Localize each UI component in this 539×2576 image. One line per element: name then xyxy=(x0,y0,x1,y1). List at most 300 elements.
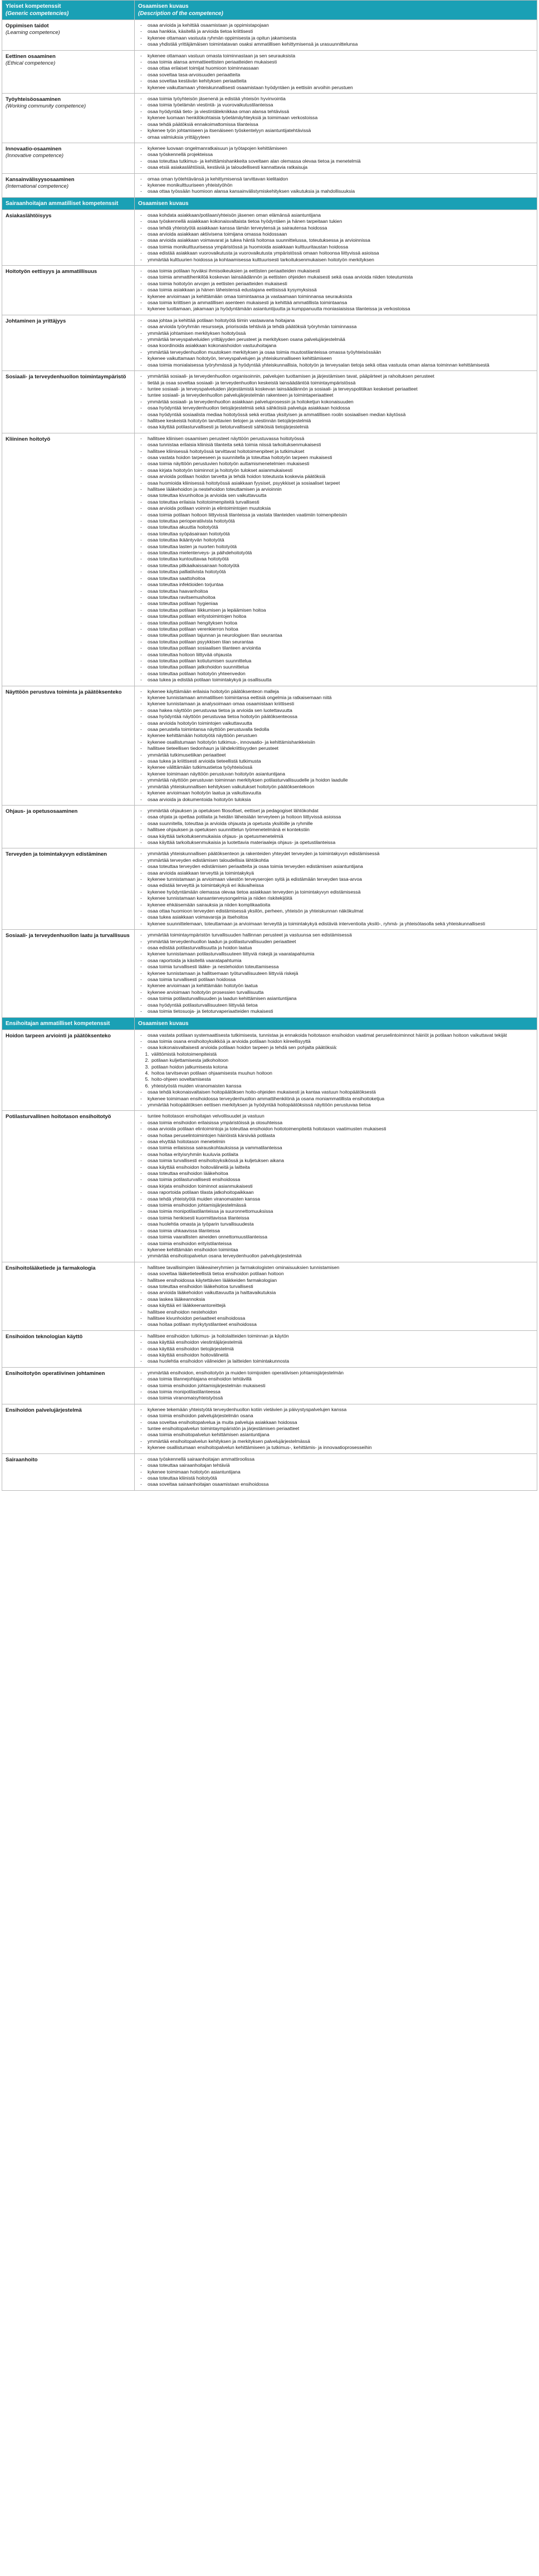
competence-row xyxy=(2,1404,537,1453)
competence-row xyxy=(2,209,537,265)
competence-item: - osaa työskennellä sairaanhoitajan ammattiroolissa xyxy=(138,1456,533,1462)
competence-item: - osaa toteuttaa kliinistä hoitotyötä xyxy=(138,1475,533,1481)
competence-item: - ymmärtää näyttöön perustuvan toiminnan merkityksen potilasturvallisuudelle ja hoidon laadulle xyxy=(138,777,533,783)
competence-item: - osaa toteuttaa ensihoidon lääkehoitoa turvallisesti xyxy=(138,1284,533,1290)
competence-item: - tuntee ensihoitopalvelun toimintaympäristön ja järjestämisen periaatteet xyxy=(138,1426,533,1432)
competence-description xyxy=(135,1367,537,1404)
competence-item: - osaa raportoida potilaan tilasta jatkohoitopaikkaan xyxy=(138,1189,533,1196)
competence-item-list xyxy=(138,22,533,48)
competence-item: - hallitsee tavallisimpien lääkeaineryhmien ja farmakologisten ominaisuuksien tunnistamisen xyxy=(138,1265,533,1271)
competence-item: - kykenee välittämään tutkimustietoa työyhteisössä xyxy=(138,764,533,770)
competence-item: - kykenee luovaan ongelmanratkaisuun ja työtapojen kehittämiseen xyxy=(138,145,533,152)
competence-item: - kykenee arvioimaan hoitotyön laatua ja vaikuttavuutta xyxy=(138,790,533,796)
competence-item: - osaa toteuttaa infektioiden torjuntaa xyxy=(138,582,533,588)
competence-item: - osaa toimia ammattihenkilöä koskevan lainsäädännön ja eettisten ohjeiden mukaisesti sekä osaa arvioida niiden toteutumista xyxy=(138,274,533,280)
competence-name-en: (International competence) xyxy=(6,183,69,189)
competence-row xyxy=(2,1262,537,1330)
competence-item: - kykenee toimimaan hoitotyön asiantuntijana xyxy=(138,1469,533,1475)
competence-item: - osaa toteuttaa saattohoitoa xyxy=(138,575,533,582)
competence-item: - osaa toimia ensihoidon palvelujärjestelmän osana xyxy=(138,1413,533,1419)
competence-item: - hallitsee ensihoidon tutkimus- ja hoitolaitteiden toiminnan ja käytön xyxy=(138,1333,533,1339)
competence-name xyxy=(2,50,135,93)
competence-description xyxy=(135,930,537,1017)
generic-header-title xyxy=(2,1,135,20)
competence-item: - osaa toimia monipotilastilanteissa ja suuronnettomuuksissa xyxy=(138,1208,533,1214)
competence-item: - osaa arvioida potilaan hoidon tarvetta ja tehdä hoidon toteutusta koskevia päätöksiä xyxy=(138,474,533,480)
competence-item: - osaa tukea asiakkaan voimavaroja ja itsehoitoa xyxy=(138,914,533,920)
competence-item: - osaa toimia työelämän viestintä- ja vuorovaikutustilanteissa xyxy=(138,102,533,108)
competence-description xyxy=(135,433,537,686)
competence-item: - osaa huomioida kliinisessä hoitotyössä asiakkaan fyysiset, psyykkiset ja sosiaaliset tarpeet xyxy=(138,480,533,486)
competence-description xyxy=(135,1111,537,1262)
competence-item: - osaa toimia ensihoidon erilaisissa ympäristöissä ja olosuhteissa xyxy=(138,1120,533,1126)
competence-item: - ymmärtää terveyden edistämisen taloudellisia lähtökohtia xyxy=(138,857,533,863)
competence-item: - osaa toimia osana ensihoitoyksikköä ja arvioida potilaan hoidon kiireellisyyttä xyxy=(138,1038,533,1045)
competence-item: - osaa laskea lääkeannoksia xyxy=(138,1296,533,1302)
competence-name-text: Sosiaali- ja terveydenhuollon laatu ja turvallisuus xyxy=(6,933,130,939)
competence-item: - osaa toimia asiakkaan ja hänen läheistensä edustajana eettisissä kysymyksissä xyxy=(138,287,533,293)
competence-item: - osaa elvyttää hoitotason menetelmin xyxy=(138,1139,533,1145)
competence-item: - osaa hyödyntää potilasturvallisuuteen liittyvää tietoa xyxy=(138,1002,533,1008)
competence-description xyxy=(135,20,537,51)
competence-item: - osaa toimia potilasturvallisesti ensihoidossa xyxy=(138,1177,533,1183)
competence-row xyxy=(2,143,537,173)
competence-item: - osaa hyödyntää sosiaalista mediaa hoitotyössä sekä erottaa yksityisen ja ammatillisen roolin sosiaalisen median käytössä xyxy=(138,412,533,418)
competence-item: - osaa toimia henkisesti kuormittavissa tilanteissa xyxy=(138,1215,533,1221)
competence-item: - osaa kohdata asiakkaan/potilaan/yhteisön jäsenen oman elämänsä asiantuntijana xyxy=(138,212,533,218)
competence-item: - osaa tunnistaa erilaisia kliinisiä tilanteita sekä toimia niissä tarkoituksenmukaisesti xyxy=(138,442,533,448)
competence-item: - osaa toimia uhkaavissa tilanteissa xyxy=(138,1228,533,1234)
competence-item: - omaa oman työtehtävänsä ja kehittymisensä tarvittavan kielitaidon xyxy=(138,176,533,182)
competence-name-text: Asiakaslähtöisyys xyxy=(6,212,52,219)
competence-name-en: (Ethical competence) xyxy=(6,60,56,66)
competence-item: - hallitsee ensihoidossa käytettävien lääkkeiden farmakologian xyxy=(138,1277,533,1284)
competence-item: - osaa toimia erilaisissa sairauskohtauksissa ja vammatilanteissa xyxy=(138,1145,533,1151)
competence-item: - osaa arvioida potilaan voinnin ja elintoimintojen muutoksia xyxy=(138,505,533,511)
competence-subitem: 3. potilaan hoidon jatkumisesta kotona xyxy=(150,1064,533,1070)
competence-item: - osaa käyttää ensihoidon hoitovälineitä xyxy=(138,1352,533,1358)
competence-name-text: Hoidon tarpeen arviointi ja päätöksenteko xyxy=(6,1032,111,1039)
competence-item: - osaa toteuttaa perioperatiivista hoitotyötä xyxy=(138,518,533,524)
competence-item: - osaa etsiä asiakaslähtöisiä, kestäviä ja taloudellisesti kannattavia ratkaisuja xyxy=(138,164,533,170)
competence-row xyxy=(2,1111,537,1262)
competence-item: - osaa koordinoida asiakkaan kokonaishoidon vastuuhoitajana xyxy=(138,343,533,349)
competence-item: - hallitsee kliinisen osaamisen perusteet näyttöön perustuvassa hoitotyössä xyxy=(138,436,533,442)
competence-name-text: Ensihoitotyön operatiivinen johtaminen xyxy=(6,1370,105,1377)
competence-name xyxy=(2,848,135,930)
competence-item: - osaa johtaa ja kehittää potilaan hoitotyötä tiimin vastaavana hoitajana xyxy=(138,318,533,324)
competence-row xyxy=(2,371,537,433)
competence-item-list xyxy=(138,436,533,684)
competence-item: - osaa hoitaa peruselintoimintojen häiriöistä kärsivää potilasta xyxy=(138,1133,533,1139)
competence-description xyxy=(135,315,537,370)
competence-name xyxy=(2,209,135,265)
generic-header-row xyxy=(2,1,537,20)
competence-item: - osaa soveltaa kestävän kehityksen periaatteita xyxy=(138,78,533,84)
competence-name-text: Kliininen hoitotyö xyxy=(6,436,51,442)
competence-item: - kykenee kehittämään ensihoidon toimintaa xyxy=(138,1247,533,1253)
competence-item: - hallitsee kliinisessä hoitotyössä tarvittavat hoitotoimenpiteet ja tutkimukset xyxy=(138,448,533,455)
competence-name xyxy=(2,20,135,51)
competence-row xyxy=(2,848,537,930)
competence-item-list xyxy=(138,318,533,368)
competence-item: - osaa toimia tietosuoja- ja tietoturvaperiaatteiden mukaisesti xyxy=(138,1008,533,1014)
competence-row xyxy=(2,930,537,1017)
competence-item: - osaa toteuttaa syöpäsairaan hoitotyötä xyxy=(138,531,533,537)
competence-item-list xyxy=(138,1032,533,1051)
competence-item: - osaa raportoida ja käsitellä vaaratapahtumia xyxy=(138,958,533,964)
competence-item: - ymmärtää sosiaali- ja terveydenhuollon asiakkaan palveluprosessin ja hoitoketjun kokonaisuuden xyxy=(138,399,533,405)
competence-item: - osaa työskennellä asiakkaan kokonaisvaltaista tietoa hyödyntäen ja hänen tarpeitaan tukien xyxy=(138,218,533,225)
competence-name-text: Hoitotyön eettisyys ja ammatillisuus xyxy=(6,269,97,275)
competence-item: - kykenee tekemään yhteistyötä terveydenhuollon kotiin vietävien ja päivystyspalvelujen kanssa xyxy=(138,1407,533,1413)
competence-item: - kykenee kehittämään hoitotyötä näyttöön perustuen xyxy=(138,733,533,739)
competence-item: - osaa toteuttaa potilaan liikkumisen ja lepäämisen hoitoa xyxy=(138,607,533,613)
competence-row xyxy=(2,433,537,686)
competence-item: - tuntee hoitotason ensihoitajan velvollisuudet ja vastuun xyxy=(138,1113,533,1119)
competence-item: - osaa toteuttaa hoitoon liittyvää ohjausta xyxy=(138,652,533,658)
competence-item: - kykenee arvioimaan hoitotyön prosessien turvallisuutta xyxy=(138,989,533,996)
competence-item: - kykenee työn johtamiseen ja itsenäiseen työskentelyyn asiantuntijatehtävissä xyxy=(138,128,533,134)
competence-item: - osaa toteuttaa potilaan hengityksen hoitoa xyxy=(138,620,533,626)
competence-item: - osaa toteuttaa potilaan jatkohoidon suunnittelua xyxy=(138,664,533,670)
nursing-header-title xyxy=(2,197,135,209)
competence-item: - osaa toteuttaa kuntouttavaa hoitotyötä xyxy=(138,556,533,562)
competence-row xyxy=(2,1330,537,1367)
competence-item: - osaa huolehtia ensihoidon välineiden ja laitteiden toimintakunnosta xyxy=(138,1358,533,1364)
competence-name xyxy=(2,94,135,143)
competence-item: - osaa toimia alansa ammattieettisten periaatteiden mukaisesti xyxy=(138,59,533,65)
competence-item: - osaa ottaa huomioon terveyden edistämisessä yksilön, perheen, yhteisön ja yhteiskunnan näkökulmat xyxy=(138,908,533,914)
competence-item: - osaa toimia hoitotyön arvojen ja eettisten periaatteiden mukaisesti xyxy=(138,281,533,287)
competence-item: - osaa toimia ensihoidon johtamisjärjestelmässä xyxy=(138,1202,533,1208)
competence-item: - osaa toteuttaa potilaan psyykkisen tilan seurantaa xyxy=(138,639,533,645)
competence-name xyxy=(2,433,135,686)
competence-item: - kykenee tunnistamaan kansanterveysongelmia ja niiden riskitekijöitä xyxy=(138,895,533,901)
competence-item: - osaa toimia potilaan hoitoon liittyvissä tilanteissa ja vastata tilanteiden vaatimiin toimenpiteisiin xyxy=(138,512,533,518)
competence-item: - ymmärtää johtamisen merkityksen hoitotyössä xyxy=(138,330,533,336)
competence-description xyxy=(135,209,537,265)
competence-item: - osaa toteuttaa pitkäaikaissairaan hoitotyötä xyxy=(138,563,533,569)
competence-item: - osaa toimia monikulttuurisessa ympäristössä ja huomioida asiakkaan kulttuuritaustan hoidossa xyxy=(138,244,533,250)
competence-item: - osaa soveltaa ensihoitopalvelua ja muita palveluja asiakkaan hoidossa xyxy=(138,1419,533,1426)
competence-description xyxy=(135,1404,537,1453)
competence-item: - osaa toteuttaa potilaan eritystoimintojen hoitoa xyxy=(138,613,533,619)
competence-item-list xyxy=(138,932,533,1014)
competence-item: - osaa käyttää ensihoidon hoitovälineitä ja laitteita xyxy=(138,1164,533,1170)
competence-item: - osaa arvioida asiakkaan terveyttä ja toimintakykyä xyxy=(138,870,533,876)
competence-row xyxy=(2,94,537,143)
competence-item: - hallitsee tieteellisen tiedonhaun ja lähdekriittisyyden perusteet xyxy=(138,745,533,752)
competence-item: - osaa toimia potilasturvallisuuden ja laadun kehittämisen asiantuntijana xyxy=(138,996,533,1002)
competence-item: - osaa tehdä kokonaisvaltaisen hoitopäätöksen hoito-ohjeiden mukaisesti ja kantaa vastuun hoitopäätöksestä xyxy=(138,1089,533,1095)
competence-item: - ymmärtää ensihoitopalvelun kehityksen ja merkityksen palvelujärjestelmässä xyxy=(138,1438,533,1445)
competence-description xyxy=(135,143,537,173)
competence-item: - kykenee tunnistamaan ja arvioimaan väestön terveyserojen syitä ja edistämään terveyden tasa-arvoa xyxy=(138,876,533,882)
competence-item: - omaa valmiuksia yrittäjyyteen xyxy=(138,134,533,140)
competence-item: - kykenee arvioimaan ja kehittämään hoitotyön laatua xyxy=(138,983,533,989)
competence-subitem: 4. hoitoa tarvitsevan potilaan ohjaamisesta muuhun hoitoon xyxy=(150,1070,533,1076)
competence-item: - kykenee tunnistamaan potilasturvallisuuteen liittyviä riskejä ja vaaratapahtumia xyxy=(138,951,533,957)
competence-item: - osaa toteuttaa tutkimus- ja kehittämishankkeita soveltaen alan olemassa olevaa tietoa ja menetelmiä xyxy=(138,158,533,164)
competence-description xyxy=(135,1030,537,1111)
competence-item: - osaa vastata hoidon tarpeeseen ja suunnitella ja toteuttaa hoitotyön tarpeen mukaisesti xyxy=(138,455,533,461)
competence-name xyxy=(2,143,135,173)
competence-item-list xyxy=(138,1265,533,1328)
competence-table xyxy=(2,0,537,1491)
competence-item: - kykenee toimimaan näyttöön perustuvan hoitotyön asiantuntijana xyxy=(138,771,533,777)
competence-item: - tuntee sosiaali- ja terveydenhuollon palvelujärjestelmän rakenteen ja toimintaperiaatteet xyxy=(138,392,533,398)
competence-item-list xyxy=(138,176,533,195)
competence-name-text: Eettinen osaaminen xyxy=(6,53,56,60)
competence-item: - osaa ottaa erilaiset toimijat huomioon toiminnassaan xyxy=(138,65,533,71)
competence-item: - kykenee osallistumaan ensihoitopalvelun kehittämiseen ja tutkimus-, kehittämis- ja innovaatioprosesseihin xyxy=(138,1445,533,1451)
competence-item-list xyxy=(138,53,533,91)
competence-name-text: Sosiaali- ja terveydenhuollon toimintaympäristö xyxy=(6,374,126,380)
competence-item: - osaa toimia ensihoitopalvelun kehittämisen asiantuntijana xyxy=(138,1432,533,1438)
competence-row xyxy=(2,20,537,51)
competence-item-list xyxy=(138,1407,533,1451)
competence-name-text: Ensihoidon palvelujärjestelmä xyxy=(6,1407,82,1413)
competence-item: - hallitsee lääkehoidon ja nestehoidon toteuttamisen ja arvioinnin xyxy=(138,486,533,492)
competence-item: - ymmärtää ensihoitopalvelun osana terveydenhuollon palvelujärjestelmää xyxy=(138,1253,533,1259)
competence-item: - osaa toteuttaa potilaan sosiaalisen tilanteen arviointia xyxy=(138,645,533,651)
competence-item: - osaa toimia kriittisen ja ammatillisen asenteen mukaisesti ja kehittää ammatillista toimintaansa xyxy=(138,300,533,306)
competence-item: - osaa toimia vaarallisten aineiden onnettomuustilanteissa xyxy=(138,1234,533,1240)
competence-item: - osaa toimia viranomaisyhteistyössä xyxy=(138,1395,533,1401)
competence-item-list xyxy=(138,145,533,171)
competence-description xyxy=(135,173,537,197)
competence-item: - osaa toimia turvallisesti potilaan hoidossa xyxy=(138,977,533,983)
competence-item: - osaa edistää potilasturvallisuutta ja hoidon laatua xyxy=(138,945,533,951)
competence-item: - osaa käyttää tarkoituksenmukaisia ja luotettavia materiaaleja ohjaus- ja opetustilanteissa xyxy=(138,840,533,846)
competence-name-text: Ensihoidon teknologian käyttö xyxy=(6,1333,83,1340)
competence-item: - osaa huolehtia omasta ja työparin turvallisuudesta xyxy=(138,1221,533,1227)
competence-name-en: (Working community competence) xyxy=(6,103,86,110)
competence-item: - osaa arvioida potilaan elintoimintoja ja toteuttaa ensihoidon hoitotoimenpiteitä hoitotason vaatimusten mukaisesti xyxy=(138,1126,533,1132)
competence-item-list xyxy=(138,212,533,263)
competence-item: - osaa toteuttaa lasten ja nuorten hoitotyötä xyxy=(138,544,533,550)
competence-name-text: Terveyden ja toimintakyvyn edistäminen xyxy=(6,851,107,858)
competence-item: - osaa arvioida hoitotyön toimintojen vaikuttavuutta xyxy=(138,720,533,726)
competence-item: - tietää ja osaa soveltaa sosiaali- ja terveydenhuollon keskeistä lainsäädäntöä toimintaympäristössä xyxy=(138,380,533,386)
competence-item: - osaa suunnitella, toteuttaa ja arvioida ohjausta ja opetusta yksilöille ja ryhmille xyxy=(138,821,533,827)
competence-subitem-list xyxy=(138,1051,533,1089)
competence-name-text: Sairaanhoito xyxy=(6,1456,38,1463)
competence-name xyxy=(2,686,135,805)
competence-item-list xyxy=(138,1333,533,1365)
competence-description xyxy=(135,848,537,930)
competence-item: - osaa arvioida asiakkaan voimavarat ja tukea häntä hoitonsa suunnittelussa, toteutuksessa ja arvioinnissa xyxy=(138,237,533,243)
competence-item: - kykenee toimimaan ensihoidossa terveydenhuollon ammattihenkilönä ja osana moniammatillista ensihoitoketjua xyxy=(138,1096,533,1102)
competence-item: - kykenee vaikuttamaan yhteiskunnallisesti osaamistaan hyödyntäen ja eettisiin arvoihin perustuen xyxy=(138,85,533,91)
nursing-header-row xyxy=(2,197,537,209)
competence-row xyxy=(2,1367,537,1404)
competence-item: - osaa toteuttaa potilaan verenkierron hoitoa xyxy=(138,626,533,632)
competence-item: - kykenee ottamaan vastuun omasta toiminnastaan ja sen seurauksista xyxy=(138,53,533,59)
competence-item: - osaa toteuttaa ensihoidon lääkehoitoa xyxy=(138,1170,533,1177)
competence-item: - osaa toimia turvallisesti lääke- ja nestehoidon toteuttamisessa xyxy=(138,964,533,970)
competence-item: - hallitsee ensihoidon nestehoidon xyxy=(138,1309,533,1315)
competence-item-list xyxy=(138,1113,533,1259)
competence-item: - osaa hyödyntää näyttöön perustuvaa tietoa hoitotyön päätöksenteossa xyxy=(138,714,533,720)
competence-item: - tuntee sosiaali- ja terveyspalveluiden järjestämistä koskevan lainsäädännön ja sosiaali- ja terveyspolitiikan keskeiset periaatteet xyxy=(138,386,533,392)
competence-item: - osaa ohjata ja opettaa potilaita ja heidän läheisiään terveyteen ja hoitoon liittyvissä asioissa xyxy=(138,814,533,820)
competence-item: - osaa toteuttaa potilaan hoitotyön yhteenvedon xyxy=(138,671,533,677)
competence-description xyxy=(135,1330,537,1367)
competence-name xyxy=(2,930,135,1017)
competence-item: - kykenee osallistumaan hoitotyön tutkimus-, innovaatio- ja kehittämishankkeisiin xyxy=(138,739,533,745)
competence-item: - ymmärtää hoitopäätöksen eettisen merkityksen ja hyödyntää hoitopäätöksissä näyttöön perustuvaa tietoa xyxy=(138,1102,533,1108)
competence-item: - hallitsee ohjauksen ja opetuksen suunnittelun työmenetelmänä ei kontekstiin xyxy=(138,827,533,833)
competence-item: - kykenee suunnittelemaan, toteuttamaan ja arvioimaan terveyttä ja toimintakykyä edistäviä interventioita yksilö-, ryhmä- ja yhteisötasolla sekä yhteiskunnallisesti xyxy=(138,921,533,927)
competence-description xyxy=(135,371,537,433)
competence-item: - ymmärtää tutkimusetiikan periaatteet xyxy=(138,752,533,758)
competence-item: - ymmärtää terveydenhuollon laadun ja potilasturvallisuuden periaatteet xyxy=(138,939,533,945)
competence-item: - ymmärtää yhteiskunnallisen kehityksen vaikutukset hoitotyön päätöksentekoon xyxy=(138,784,533,790)
competence-item: - kykenee käyttämään erilaisia hoitotyön päätöksenteon malleja xyxy=(138,689,533,695)
competence-item: - osaa toimia turvallisesti ensihoitoyksikössä ja kuljetuksen aikana xyxy=(138,1158,533,1164)
competence-item-list xyxy=(138,851,533,927)
competence-item: - osaa soveltaa tasa-arvoisuuden periaatteita xyxy=(138,72,533,78)
header-desc-text: Osaamisen kuvaus xyxy=(138,200,189,207)
competence-name-text: Näyttöön perustuva toiminta ja päätöksenteko xyxy=(6,689,122,695)
competence-name xyxy=(2,1262,135,1330)
competence-item: - osaa toteuttaa mielenterveys- ja päihdehoitotyötä xyxy=(138,550,533,556)
competence-item: - osaa toteuttaa potilaan tajunnan ja neurologisen tilan seurantaa xyxy=(138,632,533,638)
competence-name xyxy=(2,1453,135,1490)
competence-item: - osaa yhdistää yrittäjämäisen toimintatavan osaksi ammatillisen kehittymisensä ja urasuunnittelunsa xyxy=(138,41,533,47)
header-title-en: (Generic competencies) xyxy=(6,11,69,17)
competence-item: - osaa toteuttaa akuuttia hoitotyötä xyxy=(138,524,533,530)
competence-item: - osaa toteuttaa kivunhoitoa ja arvioida sen vaikuttavuutta xyxy=(138,492,533,499)
competence-item: - kykenee tunnistamaan ja hallitsemaan työturvallisuuteen liittyviä riskejä xyxy=(138,970,533,977)
competence-item: - ymmärtää kulttuurien hoidossa ja kohtaamisessa kulttuurisesti tarkoituksenmukaisen hoitotyön merkityksen xyxy=(138,257,533,263)
competence-item: - osaa hoitaa erityisryhmiin kuuluvia potilaita xyxy=(138,1152,533,1158)
competence-item: - osaa toimia monipotilastilanteessa xyxy=(138,1389,533,1395)
competence-item: - ymmärtää terveyspalveluiden yrittäjyyden perusteet ja merkityksen osana palvelujärjestelmää xyxy=(138,336,533,343)
competence-item: - osaa tukea ja kriittisesti arvioida tieteellistä tutkimusta xyxy=(138,758,533,764)
competence-subitem: 2. potilaan kuljettamisesta jatkohoitoon xyxy=(150,1057,533,1063)
competence-item-list xyxy=(138,373,533,431)
header-desc-text: Osaamisen kuvaus xyxy=(138,1020,189,1027)
competence-row xyxy=(2,1453,537,1490)
competence-item: - osaa kokonaisvaltaisesti arvioida potilaan hoidon tarpeen ja tehdä sen pohjalta päätöksiä: xyxy=(138,1045,533,1051)
competence-item: - osaa soveltaa sairaanhoitajan osaamistaan ensihoidossa xyxy=(138,1481,533,1487)
competence-name xyxy=(2,371,135,433)
competence-subitem: 6. yhteistyöstä muiden viranomaisten kanssa xyxy=(150,1083,533,1089)
competence-item-list xyxy=(138,1089,533,1108)
competence-row xyxy=(2,1030,537,1111)
competence-name xyxy=(2,266,135,315)
competence-item: - osaa toteuttaa terveyden edistämisen periaatteita ja osaa toimia terveyden edistämisen asiantuntijana xyxy=(138,863,533,870)
competence-item: - kykenee hyödyntämään olemassa olevaa tietoa asiakkaan terveyden ja toimintakyvyn edistämisessä xyxy=(138,889,533,895)
competence-row xyxy=(2,315,537,370)
competence-item: - hallitsee keskeistä hoitotyön tarvittavien tietojen ja viestinnän tietojärjestelmiä xyxy=(138,418,533,424)
competence-item: - osaa toimia potilaan hyväksi ihmisoikeuksien ja eettisten periaatteiden mukaisesti xyxy=(138,268,533,274)
competence-item: - osaa toimia ensihoidon erityistilanteissa xyxy=(138,1241,533,1247)
competence-item: - osaa soveltaa lääketieteellistä tietoa ensihoidon potilaan hoitoon xyxy=(138,1271,533,1277)
competence-item: - ymmärtää yhteiskunnallisen päätöksenteon ja rakenteiden yhteydet terveyden ja toimintakyvyn edistämisessä xyxy=(138,851,533,857)
competence-name xyxy=(2,1111,135,1262)
competence-name xyxy=(2,315,135,370)
competence-item: - hallitsee kivunhoidon periaatteet ensihoidossa xyxy=(138,1315,533,1321)
competence-item: - osaa toteuttaa haavanhoitoa xyxy=(138,588,533,594)
competence-item: - kykenee vaikuttamaan hoitotyön, terveyspalvelujen ja yhteiskunnalliseen kehittämiseen xyxy=(138,355,533,362)
competence-row xyxy=(2,805,537,848)
competence-item-list xyxy=(138,1370,533,1402)
competence-description xyxy=(135,1262,537,1330)
competence-item: - osaa tehdä yhteistyötä asiakkaan kanssa tämän terveytensä ja sairautensa hoidossa xyxy=(138,225,533,231)
competence-row xyxy=(2,686,537,805)
competence-item: - kykenee luomaan henkilökohtaisia työelämäyhteyksiä ja toimimaan verkostoissa xyxy=(138,115,533,121)
competence-description xyxy=(135,805,537,848)
competence-item-list xyxy=(138,268,533,313)
competence-item: - ymmärtää ensihoidon, ensihoitotyön ja muiden toimijoiden operatiivisen johtamisjärjestelmän xyxy=(138,1370,533,1376)
competence-name-text: Työyhteisöosaaminen xyxy=(6,96,61,103)
competence-item: - osaa arvioida ja dokumentoida hoitotyön tuloksia xyxy=(138,797,533,803)
competence-name xyxy=(2,1030,135,1111)
competence-item: - kykenee monikulttuuriseen yhteistyöhön xyxy=(138,182,533,188)
competence-item: - osaa edistää terveyttä ja toimintakykyä eri ikävaiheissa xyxy=(138,882,533,889)
competence-item: - osaa käyttää ensihoidon tietojärjestelmiä xyxy=(138,1346,533,1352)
competence-subitem: 5. hoito-ohjeen soveltamisesta xyxy=(150,1076,533,1082)
competence-name xyxy=(2,1330,135,1367)
competence-item: - osaa hyödyntää terveydenhuollon tietojärjestelmiä sekä sähköisiä palveluja asiakkaan hoidossa xyxy=(138,405,533,411)
competence-item: - osaa toimia työyhteisön jäsenenä ja edistää yhteisön hyvinvointia xyxy=(138,96,533,102)
competence-description xyxy=(135,50,537,93)
competence-item: - osaa käyttää eri lääkkeenantoreittejä xyxy=(138,1302,533,1309)
competence-item-list xyxy=(138,96,533,140)
competence-item: - osaa työskennellä projekteissa xyxy=(138,152,533,158)
competence-name-text: Ensihoitolääketiede ja farmakologia xyxy=(6,1265,96,1271)
competence-row xyxy=(2,173,537,197)
competence-name-text: Innovaatio-osaaminen xyxy=(6,145,62,152)
emergency-header-desc xyxy=(135,1017,537,1030)
competence-item: - osaa käyttää potilasturvallisesti ja tietoturvallisesti sähköisiä tietojärjestelmiä xyxy=(138,424,533,430)
competence-name xyxy=(2,1367,135,1404)
competence-item: - ymmärtää toimintaympäristön turvallisuuden hallinnan perusteet ja vastuunsa sen edistämisessä xyxy=(138,932,533,938)
emergency-header-title xyxy=(2,1017,135,1030)
competence-item: - ymmärtää ohjauksen ja opetuksen filosofiset, eettiset ja pedagogiset lähtökohdat xyxy=(138,808,533,814)
competence-name xyxy=(2,805,135,848)
competence-item-list xyxy=(138,1456,533,1488)
competence-item: - ymmärtää terveydenhuollon muutoksen merkityksen ja osaa toimia muutostilanteissa omassa työyhteisössään xyxy=(138,349,533,355)
competence-subitem: 1. välittömistä hoitotoimenpiteistä xyxy=(150,1051,533,1057)
competence-item: - osaa arvioida ja kehittää osaamistaan ja oppimistapojaan xyxy=(138,22,533,28)
generic-header-desc xyxy=(135,1,537,20)
competence-item: - kykenee tuottamaan, jakamaan ja hyödyntämään asiantuntijuutta ja kumppanuutta moniasiaisissa tilanteissa ja verkostoissa xyxy=(138,306,533,312)
competence-item: - osaa ottaa työssään huomioon alansa kansainvälistymiskehityksen vaikutuksia ja mahdollisuuksia xyxy=(138,188,533,194)
competence-item: - osaa hankkia, käsitellä ja arvioida tietoa kriittisesti xyxy=(138,28,533,35)
competence-item: - osaa hyödyntää tieto- ja viestintäteknikkaa oman alansa tehtävissä xyxy=(138,109,533,115)
competence-item: - kykenee ottamaan vastuuta ryhmän oppimisesta ja opitun jakamisesta xyxy=(138,35,533,41)
competence-description xyxy=(135,94,537,143)
header-desc-text: Osaamisen kuvaus xyxy=(138,3,189,9)
competence-item: - osaa käyttää ensihoidon viestintäjärjestelmiä xyxy=(138,1339,533,1345)
competence-item: - osaa toteuttaa palliatiivista hoitotyötä xyxy=(138,569,533,575)
competence-item: - osaa hoitaa potilaan myrkytystilanteet ensihoidossa xyxy=(138,1321,533,1328)
competence-item: - osaa toteuttaa potilaan kotiutumisen suunnittelua xyxy=(138,658,533,664)
competence-name-text: Kansainvälisyysosaaminen xyxy=(6,176,75,183)
header-title-text: Yleiset kompetenssit xyxy=(6,3,61,9)
competence-name-en: (Learning competence) xyxy=(6,30,60,36)
competence-item-list xyxy=(138,808,533,846)
competence-name-text: Ohjaus- ja opetusosaaminen xyxy=(6,808,78,814)
header-title-text: Ensihoitajan ammatilliset kompetenssit xyxy=(6,1020,110,1027)
competence-name-text: Oppimisen taidot xyxy=(6,23,49,29)
competence-name xyxy=(2,173,135,197)
